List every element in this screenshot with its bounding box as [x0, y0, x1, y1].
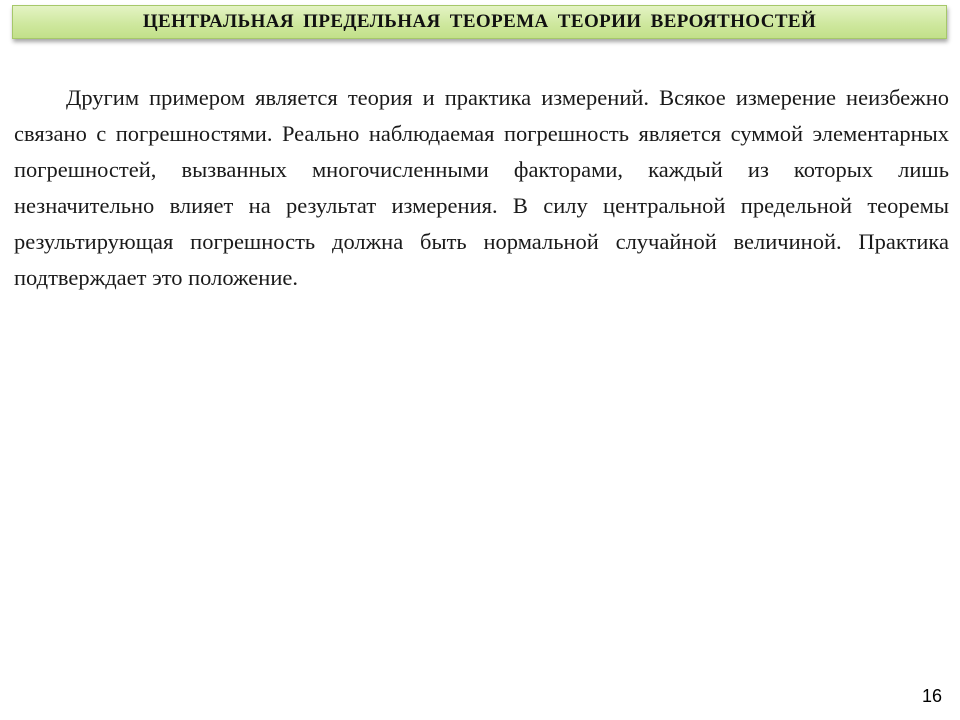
- slide-title-bar: [12, 5, 947, 39]
- page-number: 16: [921, 686, 942, 706]
- slide-title: ЦЕНТРАЛЬНАЯ ПРЕДЕЛЬНАЯ ТЕОРЕМА ТЕОРИИ ВЕРОЯТНОСТЕЙ: [142, 11, 817, 32]
- body-paragraph: Другим примером является теория и практика измерений. Всякое измерение неизбежно связано с погрешностями. Реально наблюдаемая погрешность является суммой элементарных погрешностей, вызванных многочисленными факторами, каждый из которых лишь незначительно влияет на результат измерения. В силу центральной предельной теоремы результирующая погрешность должна быть нормальной случайной величиной. Практика подтверждает это положение.: [14, 85, 949, 290]
